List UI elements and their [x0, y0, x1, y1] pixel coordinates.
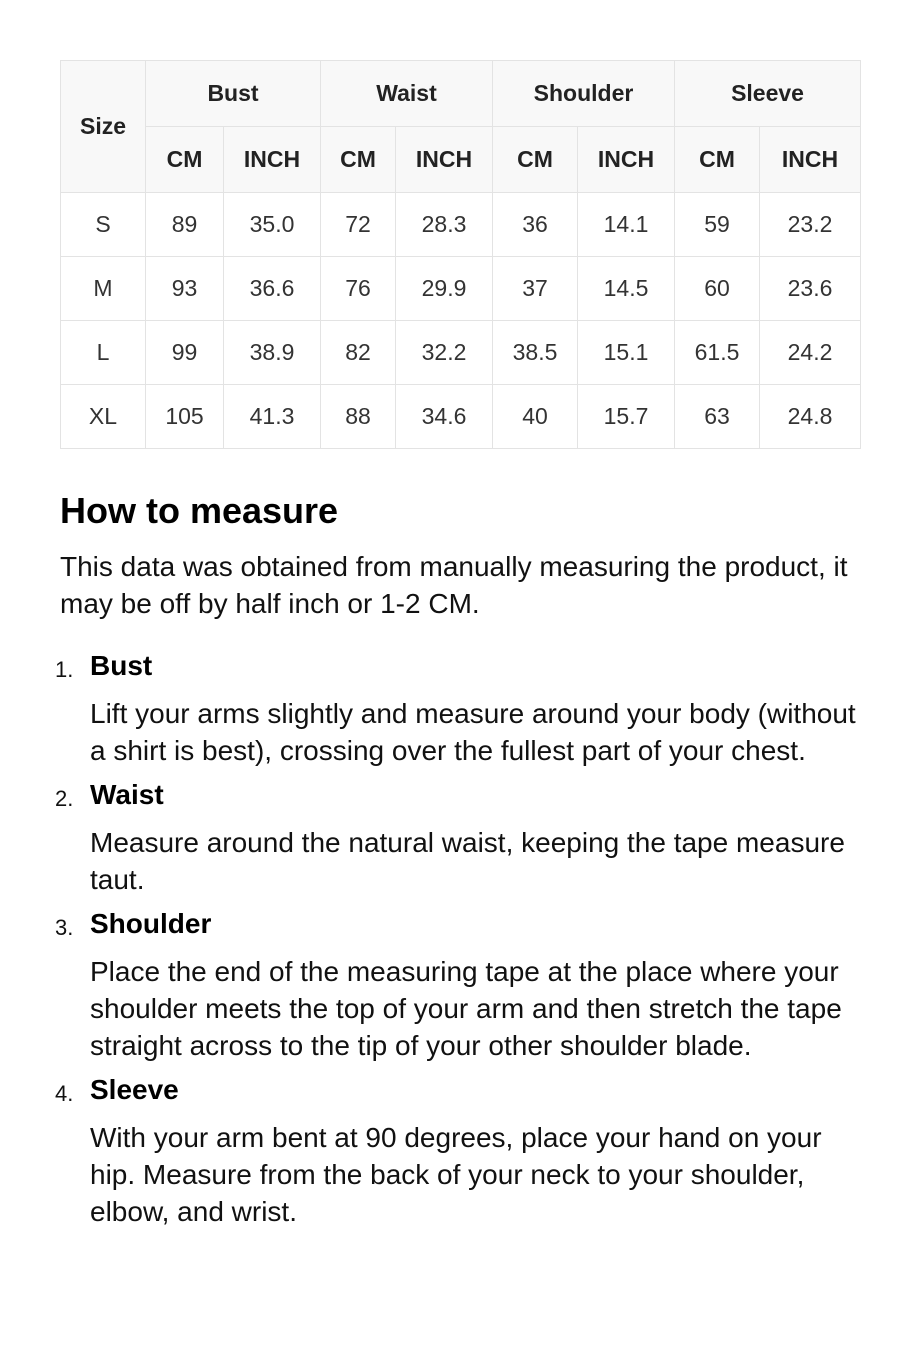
- list-item: [0, 646, 880, 769]
- step-description: Measure around the natural waist, keeping the tape measure taut.: [90, 827, 845, 895]
- step-title: Waist: [90, 779, 164, 810]
- sleeve-header: Sleeve: [675, 61, 861, 127]
- table-cell: 60: [675, 257, 760, 321]
- size-cell: S: [61, 193, 146, 257]
- size-cell: L: [61, 321, 146, 385]
- table-cell: 36.6: [224, 257, 321, 321]
- table-cell: 89: [146, 193, 224, 257]
- list-item: [0, 1070, 880, 1230]
- step-title: Bust: [90, 650, 153, 681]
- measurement-disclaimer: This data was obtained from manually measuring the product, it may be off by half inch or 1-2 CM.: [60, 551, 848, 619]
- table-cell: 32.2: [396, 321, 493, 385]
- sleeve-inch-header: INCH: [760, 127, 861, 193]
- size-chart: [60, 60, 860, 449]
- table-cell: 59: [675, 193, 760, 257]
- table-cell: 15.7: [578, 385, 675, 449]
- table-cell: 82: [321, 321, 396, 385]
- table-cell: 38.5: [493, 321, 578, 385]
- shoulder-inch-header: INCH: [578, 127, 675, 193]
- waist-inch-header: INCH: [396, 127, 493, 193]
- step-number: 4.: [55, 1081, 74, 1106]
- step-number: 3.: [55, 915, 74, 940]
- table-cell: 105: [146, 385, 224, 449]
- table-cell: 23.6: [760, 257, 861, 321]
- table-row: [61, 385, 861, 449]
- table-cell: 24.8: [760, 385, 861, 449]
- table-cell: 36: [493, 193, 578, 257]
- step-description: With your arm bent at 90 degrees, place your hand on your hip. Measure from the back of your neck to your shoulder, elbow, and wrist.: [90, 1122, 822, 1227]
- table-row: [61, 193, 861, 257]
- step-description: Place the end of the measuring tape at the place where your shoulder meets the top of your arm and then stretch the tape straight across to the tip of your other shoulder blade.: [90, 956, 842, 1061]
- table-cell: 15.1: [578, 321, 675, 385]
- table-cell: 14.5: [578, 257, 675, 321]
- waist-cm-header: CM: [321, 127, 396, 193]
- step-number: 1.: [55, 657, 74, 682]
- table-row: [61, 321, 861, 385]
- measurement-steps-list: [0, 646, 880, 1236]
- shoulder-header: Shoulder: [493, 61, 675, 127]
- table-cell: 24.2: [760, 321, 861, 385]
- table-cell: 93: [146, 257, 224, 321]
- table-cell: 38.9: [224, 321, 321, 385]
- table-cell: 41.3: [224, 385, 321, 449]
- step-number: 2.: [55, 786, 74, 811]
- size-cell: XL: [61, 385, 146, 449]
- table-cell: 14.1: [578, 193, 675, 257]
- header-row-groups: [61, 61, 861, 127]
- table-cell: 35.0: [224, 193, 321, 257]
- shoulder-cm-header: CM: [493, 127, 578, 193]
- table-cell: 72: [321, 193, 396, 257]
- list-item: [0, 904, 880, 1064]
- table-cell: 34.6: [396, 385, 493, 449]
- table-cell: 40: [493, 385, 578, 449]
- step-description: Lift your arms slightly and measure around your body (without a shirt is best), crossing over the fullest part of your chest.: [90, 698, 856, 766]
- waist-header: Waist: [321, 61, 493, 127]
- table-cell: 29.9: [396, 257, 493, 321]
- size-column-header: Size: [61, 61, 146, 193]
- table-cell: 76: [321, 257, 396, 321]
- size-table: [60, 60, 861, 449]
- header-row-units: [61, 127, 861, 193]
- table-cell: 37: [493, 257, 578, 321]
- step-title: Sleeve: [90, 1074, 179, 1105]
- size-cell: M: [61, 257, 146, 321]
- list-item: [0, 775, 880, 898]
- table-row: [61, 257, 861, 321]
- table-cell: 23.2: [760, 193, 861, 257]
- table-cell: 63: [675, 385, 760, 449]
- bust-header: Bust: [146, 61, 321, 127]
- table-cell: 88: [321, 385, 396, 449]
- sleeve-cm-header: CM: [675, 127, 760, 193]
- bust-cm-header: CM: [146, 127, 224, 193]
- table-cell: 99: [146, 321, 224, 385]
- step-title: Shoulder: [90, 908, 212, 939]
- bust-inch-header: INCH: [224, 127, 321, 193]
- table-cell: 61.5: [675, 321, 760, 385]
- how-to-measure-heading: How to measure: [60, 490, 339, 531]
- table-cell: 28.3: [396, 193, 493, 257]
